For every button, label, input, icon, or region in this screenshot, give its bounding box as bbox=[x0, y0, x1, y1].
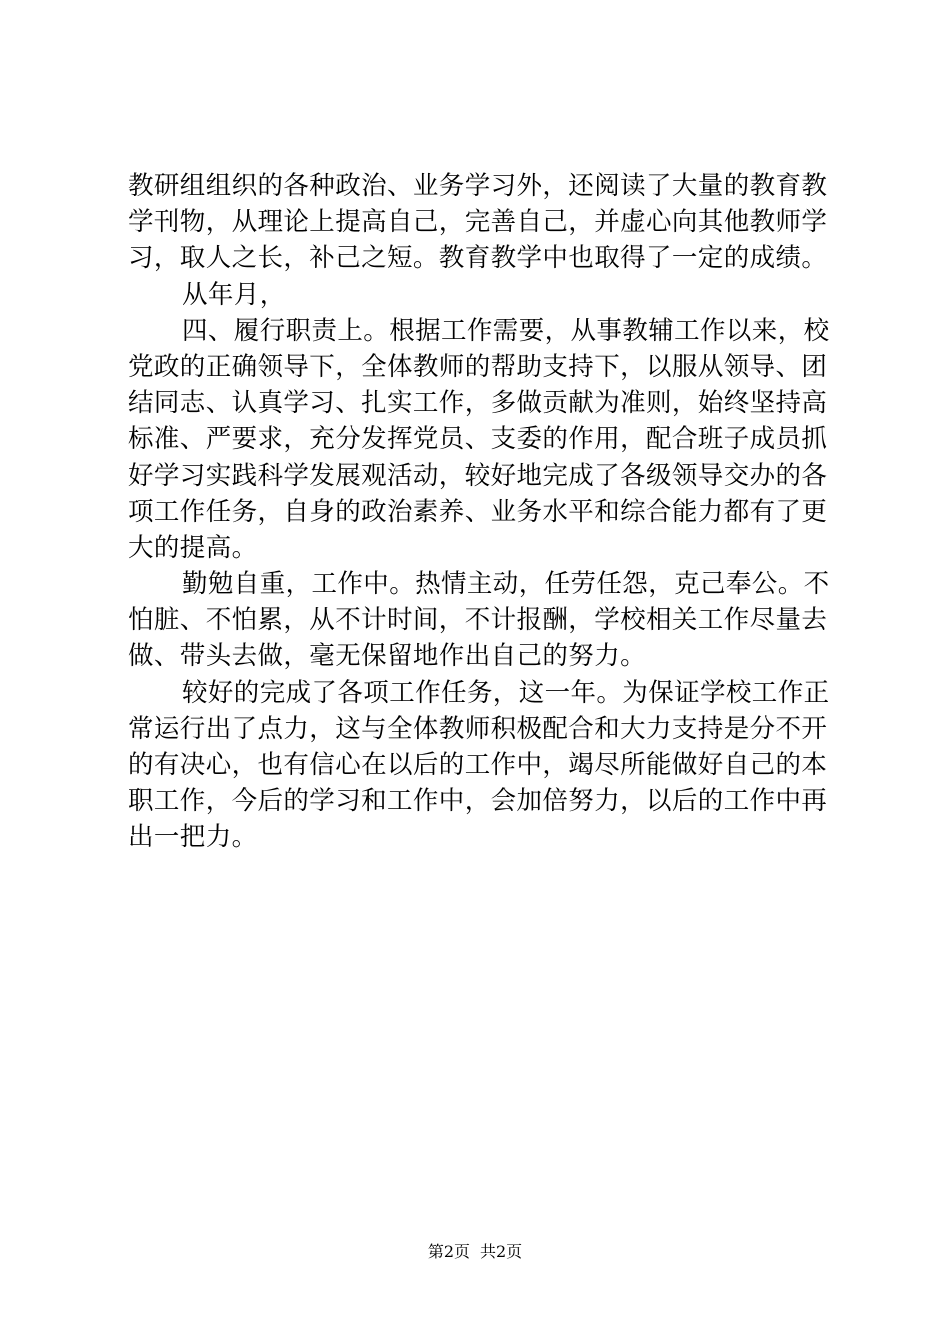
text-line: 党政的正确领导下，全体教师的帮助支持下，以服从领导、团 bbox=[128, 351, 828, 382]
text-line: 学刊物，从理论上提高自己，完善自己，并虚心向其他教师学 bbox=[128, 207, 828, 238]
text-line: 好学习实践科学发展观活动，较好地完成了各级领导交办的各 bbox=[128, 460, 828, 491]
paragraph-start-line: 较好的完成了各项工作任务，这一年。为保证学校工作正 bbox=[182, 677, 830, 708]
text-line: 标准、严要求，充分发挥党员、支委的作用，配合班子成员抓 bbox=[128, 424, 828, 455]
paragraph-start-line: 勤勉自重，工作中。热情主动，任劳任怨，克己奉公。不 bbox=[182, 569, 830, 600]
page-footer bbox=[0, 1242, 950, 1262]
paragraph-start-line: 四、履行职责上。根据工作需要，从事教辅工作以来，校 bbox=[182, 315, 830, 346]
text-line: 结同志、认真学习、扎实工作，多做贡献为准则，始终坚持高 bbox=[128, 388, 828, 419]
text-line: 习，取人之长，补己之短。教育教学中也取得了一定的成绩。 bbox=[128, 243, 828, 274]
text-line: 大的提高。 bbox=[128, 532, 258, 563]
page-total: 共2页 bbox=[480, 1242, 523, 1261]
text-line: 的有决心，也有信心在以后的工作中，竭尽所能做好自己的本 bbox=[128, 750, 828, 780]
text-line: 怕脏、不怕累，从不计时间，不计报酬，学校相关工作尽量去 bbox=[128, 605, 828, 636]
page-number: 第2页 bbox=[427, 1242, 470, 1261]
document-body bbox=[128, 168, 832, 856]
paragraph-start-line: 从年月， bbox=[182, 279, 286, 310]
text-line: 常运行出了点力，这与全体教师积极配合和大力支持是分不开 bbox=[128, 713, 828, 744]
text-line: 教研组组织的各种政治、业务学习外，还阅读了大量的教育教 bbox=[128, 171, 828, 201]
text-line: 项工作任务，自身的政治素养、业务水平和综合能力都有了更 bbox=[128, 496, 828, 527]
text-line: 出一把力。 bbox=[128, 822, 258, 853]
text-line: 做、带头去做，毫无保留地作出自己的努力。 bbox=[128, 641, 647, 672]
text-line: 职工作，今后的学习和工作中，会加倍努力，以后的工作中再 bbox=[128, 786, 828, 817]
